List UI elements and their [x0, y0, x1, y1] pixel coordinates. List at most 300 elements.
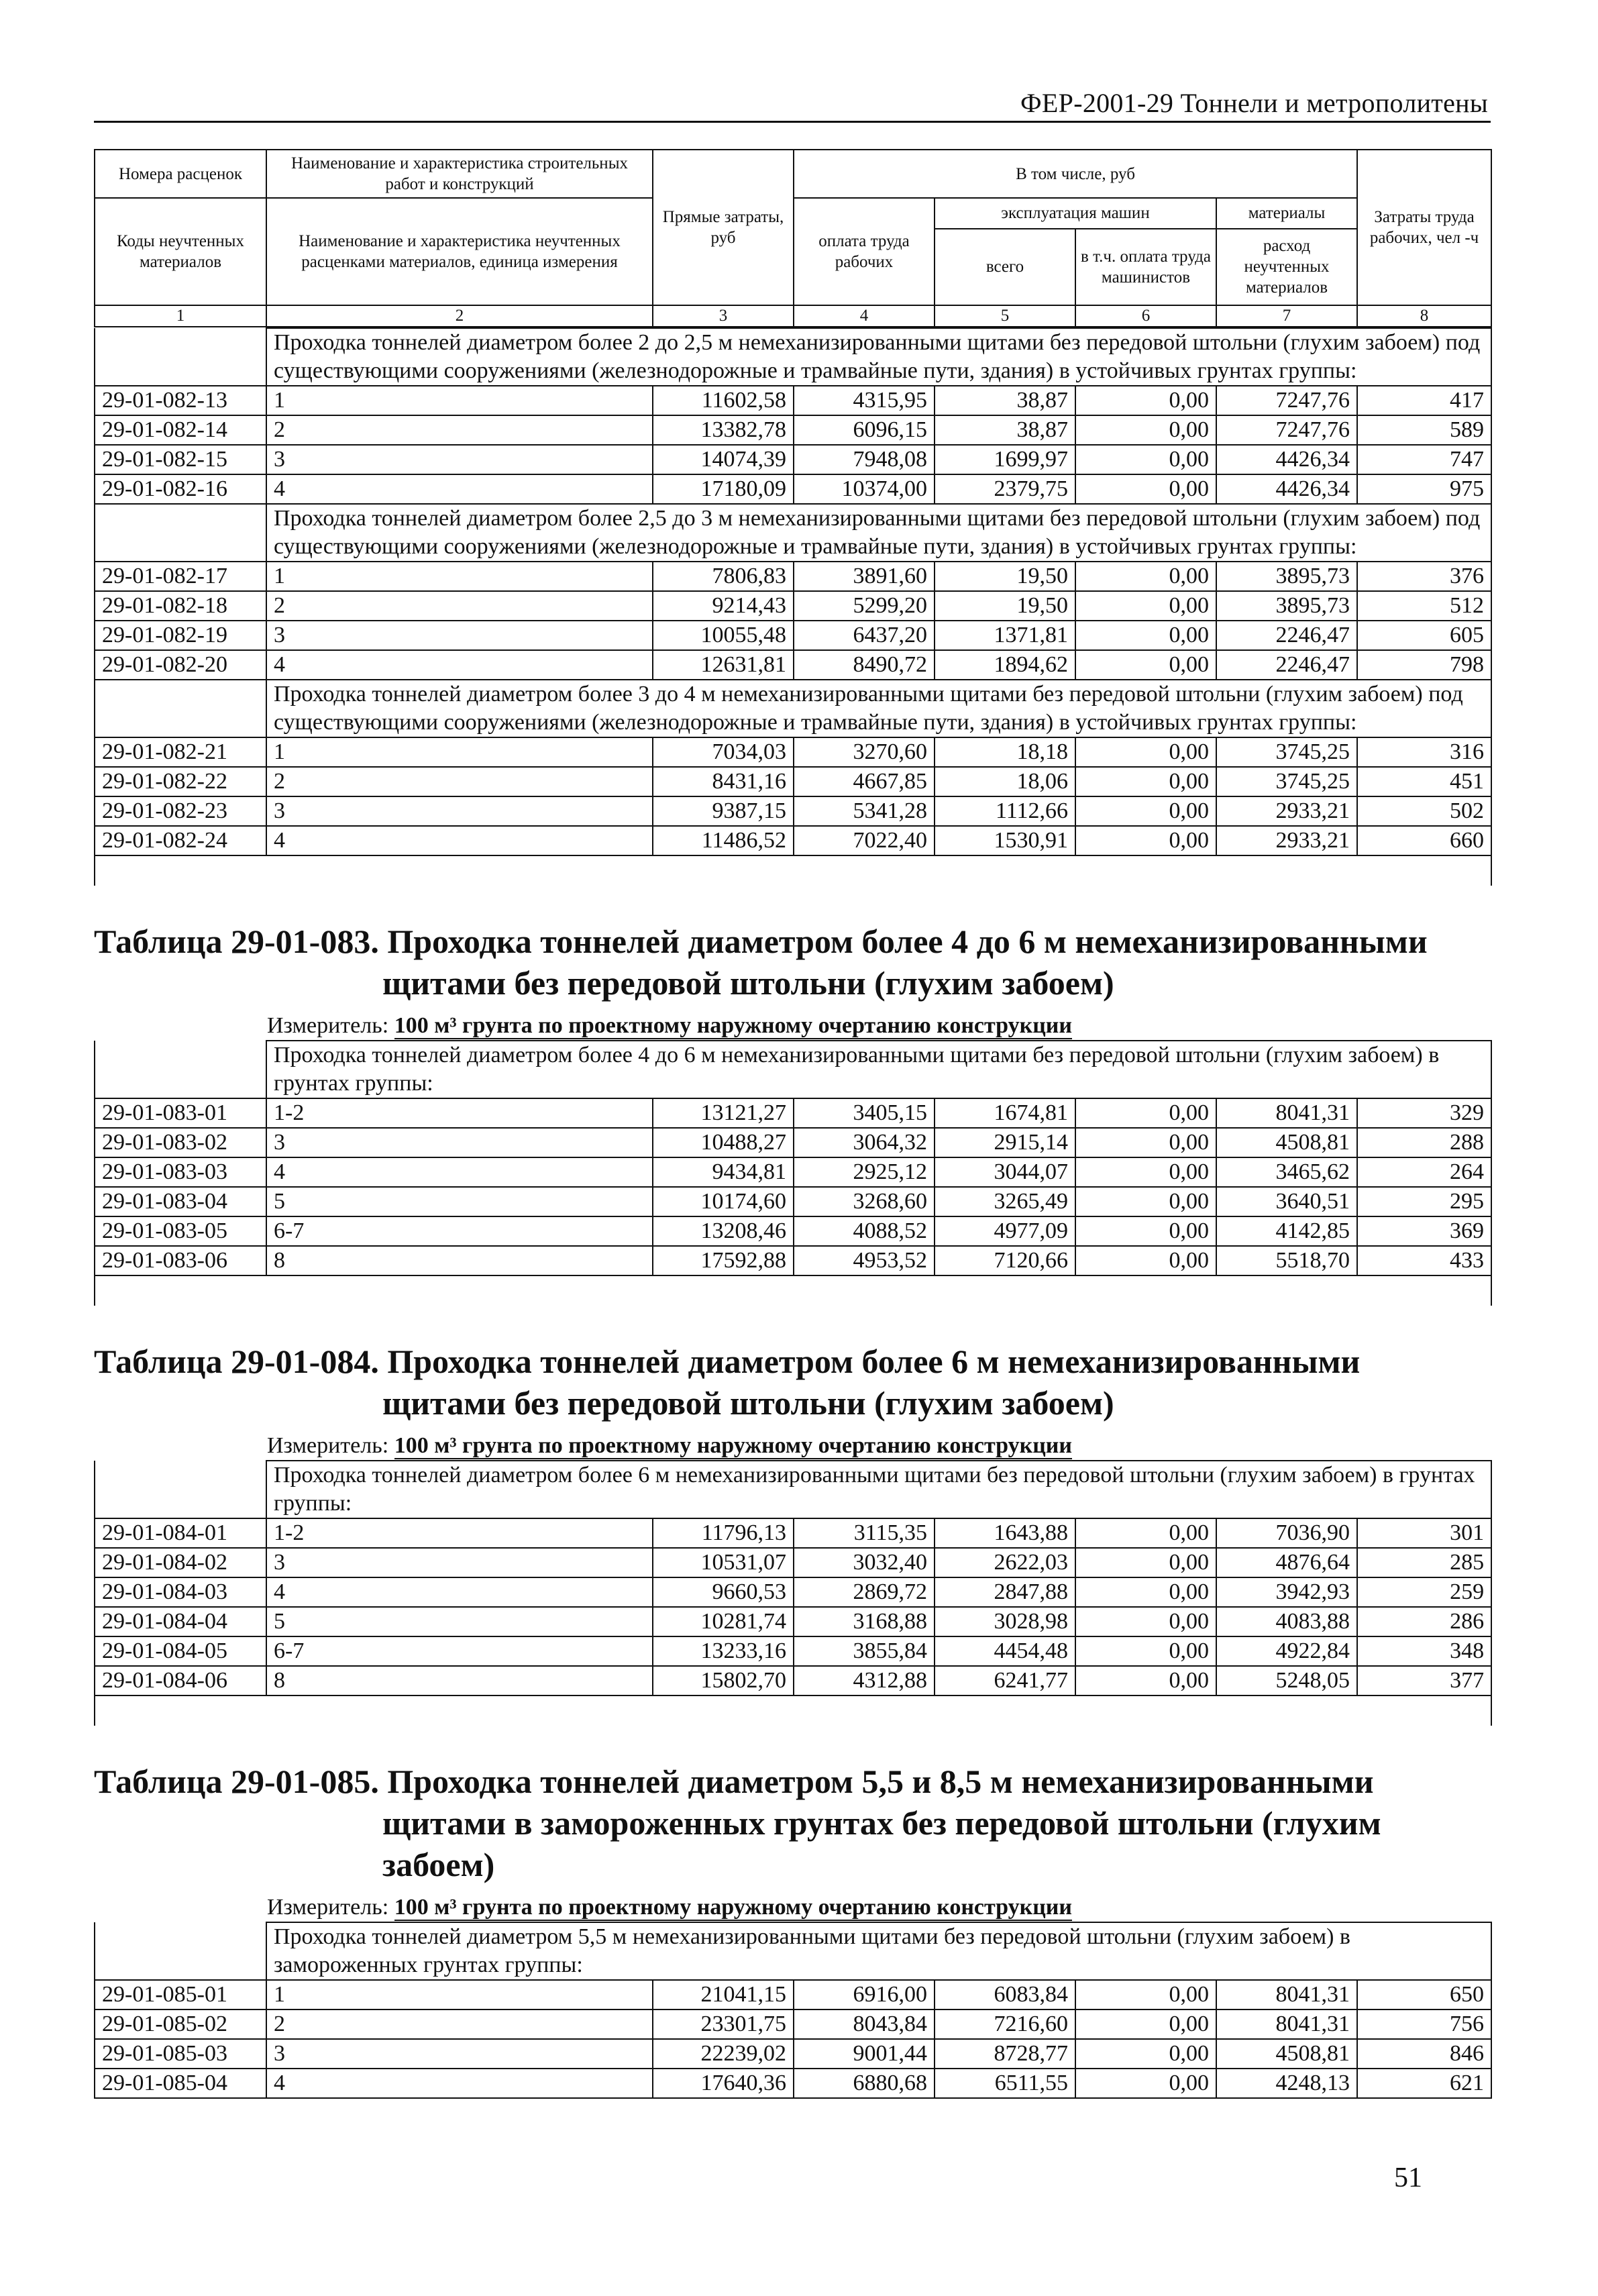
machinist-wage-cell: 0,00 — [1075, 1666, 1216, 1695]
machines-total-cell: 38,87 — [935, 415, 1075, 445]
table-row — [95, 1980, 1491, 2010]
table-row — [95, 2069, 1491, 2098]
table-083-title: Таблица 29-01-083. Проходка тоннелей диаметром более 4 до 6 м немеханизированными щитами без передовой штольни (глухим забоем) — [94, 923, 1428, 1002]
labor-hours-cell: 451 — [1357, 767, 1491, 796]
materials-cell: 2933,21 — [1216, 796, 1357, 826]
rate-code-cell: 29-01-082-13 — [95, 386, 266, 415]
labor-wage-cell: 4315,95 — [794, 386, 935, 415]
direct-cost-cell: 9660,53 — [653, 1577, 794, 1607]
rate-code-cell: 29-01-082-17 — [95, 562, 266, 591]
section-description: Проходка тоннелей диаметром более 3 до 4 м немеханизированными щитами без передовой штольни (глухим забоем) под существующими сооружениями (железнодорожные и трамвайные пути, здания) в устойчивых грунтах группы: — [266, 680, 1491, 737]
direct-cost-cell: 23301,75 — [653, 2010, 794, 2039]
labor-wage-cell: 3168,88 — [794, 1607, 935, 1636]
table-row — [95, 621, 1491, 650]
rate-code-cell: 29-01-085-01 — [95, 1980, 266, 2010]
spacer-cell — [95, 1695, 1491, 1726]
table-row — [95, 1187, 1491, 1216]
header-number: 5 — [935, 305, 1075, 327]
machinist-wage-cell: 0,00 — [1075, 1157, 1216, 1187]
soil-group-cell: 4 — [266, 826, 653, 855]
machines-total-cell: 7120,66 — [935, 1246, 1075, 1275]
section-description: Проходка тоннелей диаметром 5,5 м немеханизированными щитами без передовой штольни (глухим забоем) в замороженных грунтах группы: — [266, 1922, 1491, 1980]
labor-wage-cell: 8490,72 — [794, 650, 935, 680]
soil-group-cell: 2 — [266, 767, 653, 796]
page-number: 51 — [1394, 2162, 1422, 2193]
soil-group-cell: 2 — [266, 591, 653, 621]
rates-table-085 — [94, 1922, 1492, 2099]
soil-group-cell: 3 — [266, 621, 653, 650]
machinist-wage-cell: 0,00 — [1075, 737, 1216, 767]
materials-cell: 2246,47 — [1216, 621, 1357, 650]
table-row — [95, 386, 1491, 415]
header-number: 3 — [653, 305, 794, 327]
header-number: 4 — [794, 305, 935, 327]
direct-cost-cell: 13121,27 — [653, 1098, 794, 1128]
table-085-measure: Измеритель: 100 м³ грунта по проектному наружному очертанию конструкции — [267, 1895, 1072, 1920]
labor-wage-cell: 6437,20 — [794, 621, 935, 650]
rate-code-cell: 29-01-082-18 — [95, 591, 266, 621]
machinist-wage-cell: 0,00 — [1075, 1128, 1216, 1157]
section-description: Проходка тоннелей диаметром более 6 м немеханизированными щитами без передовой штольни (глухим забоем) в грунтах группы: — [266, 1461, 1491, 1518]
direct-cost-cell: 10488,27 — [653, 1128, 794, 1157]
direct-cost-cell: 10055,48 — [653, 621, 794, 650]
soil-group-cell: 4 — [266, 474, 653, 504]
section-description-spacer — [95, 1922, 266, 1980]
labor-wage-cell: 3405,15 — [794, 1098, 935, 1128]
materials-cell: 3640,51 — [1216, 1187, 1357, 1216]
machines-total-cell: 1894,62 — [935, 650, 1075, 680]
soil-group-cell: 1 — [266, 1980, 653, 2010]
machines-total-cell: 19,50 — [935, 591, 1075, 621]
section-description-row — [95, 504, 1491, 562]
labor-wage-cell: 5341,28 — [794, 796, 935, 826]
labor-wage-cell: 3032,40 — [794, 1548, 935, 1577]
table-085-title: Таблица 29-01-085. Проходка тоннелей диаметром 5,5 и 8,5 м немеханизированными щитами в замороженных грунтах без передовой штольни (глухим забоем) — [94, 1763, 1381, 1883]
header-col6: в т.ч. оплата труда машинистов — [1075, 229, 1216, 305]
materials-cell: 5518,70 — [1216, 1246, 1357, 1275]
materials-cell: 4922,84 — [1216, 1636, 1357, 1666]
soil-group-cell: 4 — [266, 1577, 653, 1607]
machinist-wage-cell: 0,00 — [1075, 1187, 1216, 1216]
machines-total-cell: 7216,60 — [935, 2010, 1075, 2039]
materials-cell: 3745,25 — [1216, 737, 1357, 767]
table-084-title: Таблица 29-01-084. Проходка тоннелей диаметром более 6 м немеханизированными щитами без передовой штольни (глухим забоем) — [94, 1343, 1361, 1422]
section-description: Проходка тоннелей диаметром более 2 до 2,5 м немеханизированными щитами без передовой штольни (глухим забоем) под существующими сооружениями (железнодорожные и трамвайные пути, здания) в устойчивых грунтах группы: — [266, 328, 1491, 386]
soil-group-cell: 3 — [266, 1548, 653, 1577]
table-row — [95, 650, 1491, 680]
soil-group-cell: 3 — [266, 796, 653, 826]
machines-total-cell: 2622,03 — [935, 1548, 1075, 1577]
machinist-wage-cell: 0,00 — [1075, 2039, 1216, 2069]
direct-cost-cell: 17592,88 — [653, 1246, 794, 1275]
direct-cost-cell: 11486,52 — [653, 826, 794, 855]
materials-cell: 2933,21 — [1216, 826, 1357, 855]
rate-code-cell: 29-01-082-16 — [95, 474, 266, 504]
labor-hours-cell: 286 — [1357, 1607, 1491, 1636]
labor-wage-cell: 4667,85 — [794, 767, 935, 796]
rate-code-cell: 29-01-083-03 — [95, 1157, 266, 1187]
table-row — [95, 591, 1491, 621]
table-row — [95, 1636, 1491, 1666]
rates-table-084 — [94, 1460, 1492, 1726]
materials-cell: 3465,62 — [1216, 1157, 1357, 1187]
section-description-row — [95, 680, 1491, 737]
labor-wage-cell: 7022,40 — [794, 826, 935, 855]
direct-cost-cell: 11796,13 — [653, 1518, 794, 1548]
machinist-wage-cell: 0,00 — [1075, 621, 1216, 650]
labor-wage-cell: 2869,72 — [794, 1577, 935, 1607]
column-header-table — [94, 149, 1492, 327]
labor-wage-cell: 3270,60 — [794, 737, 935, 767]
machines-total-cell: 8728,77 — [935, 2039, 1075, 2069]
materials-cell: 3942,93 — [1216, 1577, 1357, 1607]
table-row — [95, 445, 1491, 474]
materials-cell: 4426,34 — [1216, 474, 1357, 504]
soil-group-cell: 1-2 — [266, 1518, 653, 1548]
table-083-measure: Измеритель: 100 м³ грунта по проектному наружному очертанию конструкции — [267, 1013, 1072, 1038]
labor-hours-cell: 348 — [1357, 1636, 1491, 1666]
direct-cost-cell: 14074,39 — [653, 445, 794, 474]
rate-code-cell: 29-01-082-14 — [95, 415, 266, 445]
labor-hours-cell: 798 — [1357, 650, 1491, 680]
materials-cell: 4426,34 — [1216, 445, 1357, 474]
machinist-wage-cell: 0,00 — [1075, 474, 1216, 504]
materials-cell: 2246,47 — [1216, 650, 1357, 680]
labor-wage-cell: 6880,68 — [794, 2069, 935, 2098]
labor-hours-cell: 285 — [1357, 1548, 1491, 1577]
labor-wage-cell: 5299,20 — [794, 591, 935, 621]
table-row — [95, 1216, 1491, 1246]
labor-wage-cell: 10374,00 — [794, 474, 935, 504]
machines-total-cell: 2915,14 — [935, 1128, 1075, 1157]
header-rule — [94, 121, 1491, 123]
rate-code-cell: 29-01-083-05 — [95, 1216, 266, 1246]
materials-cell: 7247,76 — [1216, 415, 1357, 445]
direct-cost-cell: 10281,74 — [653, 1607, 794, 1636]
spacer-row — [95, 1695, 1491, 1726]
rates-table-082 — [94, 327, 1492, 886]
machines-total-cell: 19,50 — [935, 562, 1075, 591]
machines-total-cell: 6511,55 — [935, 2069, 1075, 2098]
header-col1-top: Номера расценок — [95, 150, 266, 198]
section-description-spacer — [95, 1461, 266, 1518]
labor-hours-cell: 264 — [1357, 1157, 1491, 1187]
header-number: 1 — [95, 305, 266, 327]
rates-table-083 — [94, 1040, 1492, 1306]
header-col2-top: Наименование и характеристика строительных работ и конструкций — [266, 150, 653, 198]
machinist-wage-cell: 0,00 — [1075, 445, 1216, 474]
header-number: 7 — [1216, 305, 1357, 327]
machines-total-cell: 1699,97 — [935, 445, 1075, 474]
machines-total-cell: 1643,88 — [935, 1518, 1075, 1548]
rate-code-cell: 29-01-082-19 — [95, 621, 266, 650]
rate-code-cell: 29-01-082-21 — [95, 737, 266, 767]
materials-cell: 4876,64 — [1216, 1548, 1357, 1577]
soil-group-cell: 4 — [266, 1157, 653, 1187]
machinist-wage-cell: 0,00 — [1075, 562, 1216, 591]
machinist-wage-cell: 0,00 — [1075, 386, 1216, 415]
labor-hours-cell: 377 — [1357, 1666, 1491, 1695]
machinist-wage-cell: 0,00 — [1075, 1577, 1216, 1607]
labor-wage-cell: 3855,84 — [794, 1636, 935, 1666]
machinist-wage-cell: 0,00 — [1075, 415, 1216, 445]
table-row — [95, 1607, 1491, 1636]
table-row — [95, 474, 1491, 504]
rate-code-cell: 29-01-083-02 — [95, 1128, 266, 1157]
materials-cell: 4248,13 — [1216, 2069, 1357, 2098]
labor-hours-cell: 417 — [1357, 386, 1491, 415]
section-description-spacer — [95, 1041, 266, 1098]
table-row — [95, 796, 1491, 826]
labor-hours-cell: 589 — [1357, 415, 1491, 445]
machines-total-cell: 18,06 — [935, 767, 1075, 796]
machinist-wage-cell: 0,00 — [1075, 2069, 1216, 2098]
section-description-row — [95, 328, 1491, 386]
soil-group-cell: 6-7 — [266, 1636, 653, 1666]
running-title: ФЕР-2001-29 Тоннели и метрополитены — [1020, 88, 1488, 118]
header-col8: Затраты труда рабочих, чел -ч — [1357, 150, 1491, 305]
machines-total-cell: 4977,09 — [935, 1216, 1075, 1246]
rate-code-cell: 29-01-085-02 — [95, 2010, 266, 2039]
materials-cell: 5248,05 — [1216, 1666, 1357, 1695]
table-row — [95, 737, 1491, 767]
materials-cell: 8041,31 — [1216, 1980, 1357, 2010]
page-content — [94, 149, 1491, 2099]
direct-cost-cell: 13233,16 — [653, 1636, 794, 1666]
materials-cell: 7036,90 — [1216, 1518, 1357, 1548]
soil-group-cell: 4 — [266, 2069, 653, 2098]
rate-code-cell: 29-01-085-04 — [95, 2069, 266, 2098]
soil-group-cell: 1-2 — [266, 1098, 653, 1128]
machinist-wage-cell: 0,00 — [1075, 1980, 1216, 2010]
labor-hours-cell: 369 — [1357, 1216, 1491, 1246]
materials-cell: 8041,31 — [1216, 2010, 1357, 2039]
machinist-wage-cell: 0,00 — [1075, 1216, 1216, 1246]
header-number: 6 — [1075, 305, 1216, 327]
direct-cost-cell: 9387,15 — [653, 796, 794, 826]
labor-hours-cell: 846 — [1357, 2039, 1491, 2069]
rate-code-cell: 29-01-082-20 — [95, 650, 266, 680]
labor-wage-cell: 9001,44 — [794, 2039, 935, 2069]
direct-cost-cell: 9434,81 — [653, 1157, 794, 1187]
machines-total-cell: 1530,91 — [935, 826, 1075, 855]
header-col4: оплата труда рабочих — [794, 198, 935, 305]
machinist-wage-cell: 0,00 — [1075, 767, 1216, 796]
direct-cost-cell: 17180,09 — [653, 474, 794, 504]
rate-code-cell: 29-01-084-06 — [95, 1666, 266, 1695]
rate-code-cell: 29-01-082-22 — [95, 767, 266, 796]
machines-total-cell: 2847,88 — [935, 1577, 1075, 1607]
direct-cost-cell: 7806,83 — [653, 562, 794, 591]
table-row — [95, 1157, 1491, 1187]
direct-cost-cell: 9214,43 — [653, 591, 794, 621]
header-col3: Прямые затраты, руб — [653, 150, 794, 305]
labor-hours-cell: 975 — [1357, 474, 1491, 504]
soil-group-cell: 2 — [266, 415, 653, 445]
materials-cell: 8041,31 — [1216, 1098, 1357, 1128]
machines-total-cell: 18,18 — [935, 737, 1075, 767]
section-description-row — [95, 1461, 1491, 1518]
machinist-wage-cell: 0,00 — [1075, 826, 1216, 855]
materials-cell: 4083,88 — [1216, 1607, 1357, 1636]
header-col2-bottom: Наименование и характеристика неучтенных расценками материалов, единица измерения — [266, 198, 653, 305]
table-row — [95, 1548, 1491, 1577]
section-description-spacer — [95, 680, 266, 737]
machinist-wage-cell: 0,00 — [1075, 1636, 1216, 1666]
soil-group-cell: 6-7 — [266, 1216, 653, 1246]
table-row — [95, 1246, 1491, 1275]
rate-code-cell: 29-01-085-03 — [95, 2039, 266, 2069]
rate-code-cell: 29-01-083-06 — [95, 1246, 266, 1275]
machinist-wage-cell: 0,00 — [1075, 1607, 1216, 1636]
labor-wage-cell: 3268,60 — [794, 1187, 935, 1216]
soil-group-cell: 8 — [266, 1666, 653, 1695]
rate-code-cell: 29-01-084-01 — [95, 1518, 266, 1548]
direct-cost-cell: 17640,36 — [653, 2069, 794, 2098]
machines-total-cell: 1371,81 — [935, 621, 1075, 650]
direct-cost-cell: 8431,16 — [653, 767, 794, 796]
direct-cost-cell: 13382,78 — [653, 415, 794, 445]
machines-total-cell: 3044,07 — [935, 1157, 1075, 1187]
machines-total-cell: 3265,49 — [935, 1187, 1075, 1216]
soil-group-cell: 3 — [266, 445, 653, 474]
machines-total-cell: 6241,77 — [935, 1666, 1075, 1695]
labor-hours-cell: 502 — [1357, 796, 1491, 826]
machinist-wage-cell: 0,00 — [1075, 1098, 1216, 1128]
header-col7: расход неучтенных материалов — [1216, 229, 1357, 305]
rate-code-cell: 29-01-084-04 — [95, 1607, 266, 1636]
machinist-wage-cell: 0,00 — [1075, 1548, 1216, 1577]
direct-cost-cell: 15802,70 — [653, 1666, 794, 1695]
table-row — [95, 1577, 1491, 1607]
header-col5: всего — [935, 229, 1075, 305]
section-description-row — [95, 1922, 1491, 1980]
labor-hours-cell: 512 — [1357, 591, 1491, 621]
materials-cell: 4142,85 — [1216, 1216, 1357, 1246]
spacer-row — [95, 855, 1491, 886]
table-row — [95, 767, 1491, 796]
soil-group-cell: 1 — [266, 737, 653, 767]
machines-total-cell: 1112,66 — [935, 796, 1075, 826]
rate-code-cell: 29-01-082-15 — [95, 445, 266, 474]
labor-hours-cell: 660 — [1357, 826, 1491, 855]
materials-cell: 7247,76 — [1216, 386, 1357, 415]
soil-group-cell: 1 — [266, 386, 653, 415]
soil-group-cell: 2 — [266, 2010, 653, 2039]
labor-hours-cell: 756 — [1357, 2010, 1491, 2039]
section-description: Проходка тоннелей диаметром более 2,5 до 3 м немеханизированными щитами без передовой штольни (глухим забоем) под существующими сооружениями (железнодорожные и трамвайные пути, здания) в устойчивых грунтах группы: — [266, 504, 1491, 562]
direct-cost-cell: 7034,03 — [653, 737, 794, 767]
header-number: 2 — [266, 305, 653, 327]
labor-wage-cell: 2925,12 — [794, 1157, 935, 1187]
materials-cell: 4508,81 — [1216, 2039, 1357, 2069]
table-row — [95, 2039, 1491, 2069]
direct-cost-cell: 10531,07 — [653, 1548, 794, 1577]
spacer-row — [95, 1275, 1491, 1306]
labor-hours-cell: 650 — [1357, 1980, 1491, 2010]
section-description-spacer — [95, 328, 266, 386]
direct-cost-cell: 22239,02 — [653, 2039, 794, 2069]
machinist-wage-cell: 0,00 — [1075, 650, 1216, 680]
labor-hours-cell: 288 — [1357, 1128, 1491, 1157]
labor-wage-cell: 3064,32 — [794, 1128, 935, 1157]
labor-wage-cell: 4953,52 — [794, 1246, 935, 1275]
labor-hours-cell: 329 — [1357, 1098, 1491, 1128]
rate-code-cell: 29-01-084-05 — [95, 1636, 266, 1666]
direct-cost-cell: 10174,60 — [653, 1187, 794, 1216]
rate-code-cell: 29-01-084-03 — [95, 1577, 266, 1607]
rate-code-cell: 29-01-082-23 — [95, 796, 266, 826]
labor-wage-cell: 8043,84 — [794, 2010, 935, 2039]
machinist-wage-cell: 0,00 — [1075, 2010, 1216, 2039]
direct-cost-cell: 21041,15 — [653, 1980, 794, 2010]
soil-group-cell: 3 — [266, 2039, 653, 2069]
soil-group-cell: 5 — [266, 1607, 653, 1636]
materials-cell: 3895,73 — [1216, 591, 1357, 621]
labor-hours-cell: 376 — [1357, 562, 1491, 591]
table-row — [95, 1666, 1491, 1695]
header-col1-bottom: Коды неучтенных материалов — [95, 198, 266, 305]
machines-total-cell: 4454,48 — [935, 1636, 1075, 1666]
direct-cost-cell: 11602,58 — [653, 386, 794, 415]
materials-cell: 4508,81 — [1216, 1128, 1357, 1157]
labor-hours-cell: 295 — [1357, 1187, 1491, 1216]
machinist-wage-cell: 0,00 — [1075, 796, 1216, 826]
labor-hours-cell: 301 — [1357, 1518, 1491, 1548]
machinist-wage-cell: 0,00 — [1075, 591, 1216, 621]
table-row — [95, 562, 1491, 591]
labor-hours-cell: 621 — [1357, 2069, 1491, 2098]
machinist-wage-cell: 0,00 — [1075, 1518, 1216, 1548]
header-group-machines: эксплуатация машин — [935, 198, 1216, 229]
soil-group-cell: 1 — [266, 562, 653, 591]
materials-cell: 3745,25 — [1216, 767, 1357, 796]
materials-cell: 3895,73 — [1216, 562, 1357, 591]
rate-code-cell: 29-01-083-01 — [95, 1098, 266, 1128]
header-group-all: В том числе, руб — [794, 150, 1357, 198]
labor-wage-cell: 3891,60 — [794, 562, 935, 591]
machinist-wage-cell: 0,00 — [1075, 1246, 1216, 1275]
table-084-measure: Измеритель: 100 м³ грунта по проектному наружному очертанию конструкции — [267, 1433, 1072, 1458]
labor-wage-cell: 4088,52 — [794, 1216, 935, 1246]
table-row — [95, 826, 1491, 855]
rate-code-cell: 29-01-082-24 — [95, 826, 266, 855]
spacer-cell — [95, 1275, 1491, 1306]
header-group-materials: материалы — [1216, 198, 1357, 229]
machines-total-cell: 6083,84 — [935, 1980, 1075, 2010]
labor-wage-cell: 4312,88 — [794, 1666, 935, 1695]
soil-group-cell: 8 — [266, 1246, 653, 1275]
soil-group-cell: 4 — [266, 650, 653, 680]
table-row — [95, 2010, 1491, 2039]
direct-cost-cell: 13208,46 — [653, 1216, 794, 1246]
rate-code-cell: 29-01-084-02 — [95, 1548, 266, 1577]
labor-hours-cell: 259 — [1357, 1577, 1491, 1607]
soil-group-cell: 3 — [266, 1128, 653, 1157]
machines-total-cell: 38,87 — [935, 386, 1075, 415]
section-description-row — [95, 1041, 1491, 1098]
table-row — [95, 1128, 1491, 1157]
labor-hours-cell: 433 — [1357, 1246, 1491, 1275]
table-row — [95, 1518, 1491, 1548]
spacer-cell — [95, 855, 1491, 886]
machines-total-cell: 2379,75 — [935, 474, 1075, 504]
labor-wage-cell: 6916,00 — [794, 1980, 935, 2010]
table-row — [95, 415, 1491, 445]
labor-wage-cell: 6096,15 — [794, 415, 935, 445]
machines-total-cell: 3028,98 — [935, 1607, 1075, 1636]
labor-hours-cell: 316 — [1357, 737, 1491, 767]
